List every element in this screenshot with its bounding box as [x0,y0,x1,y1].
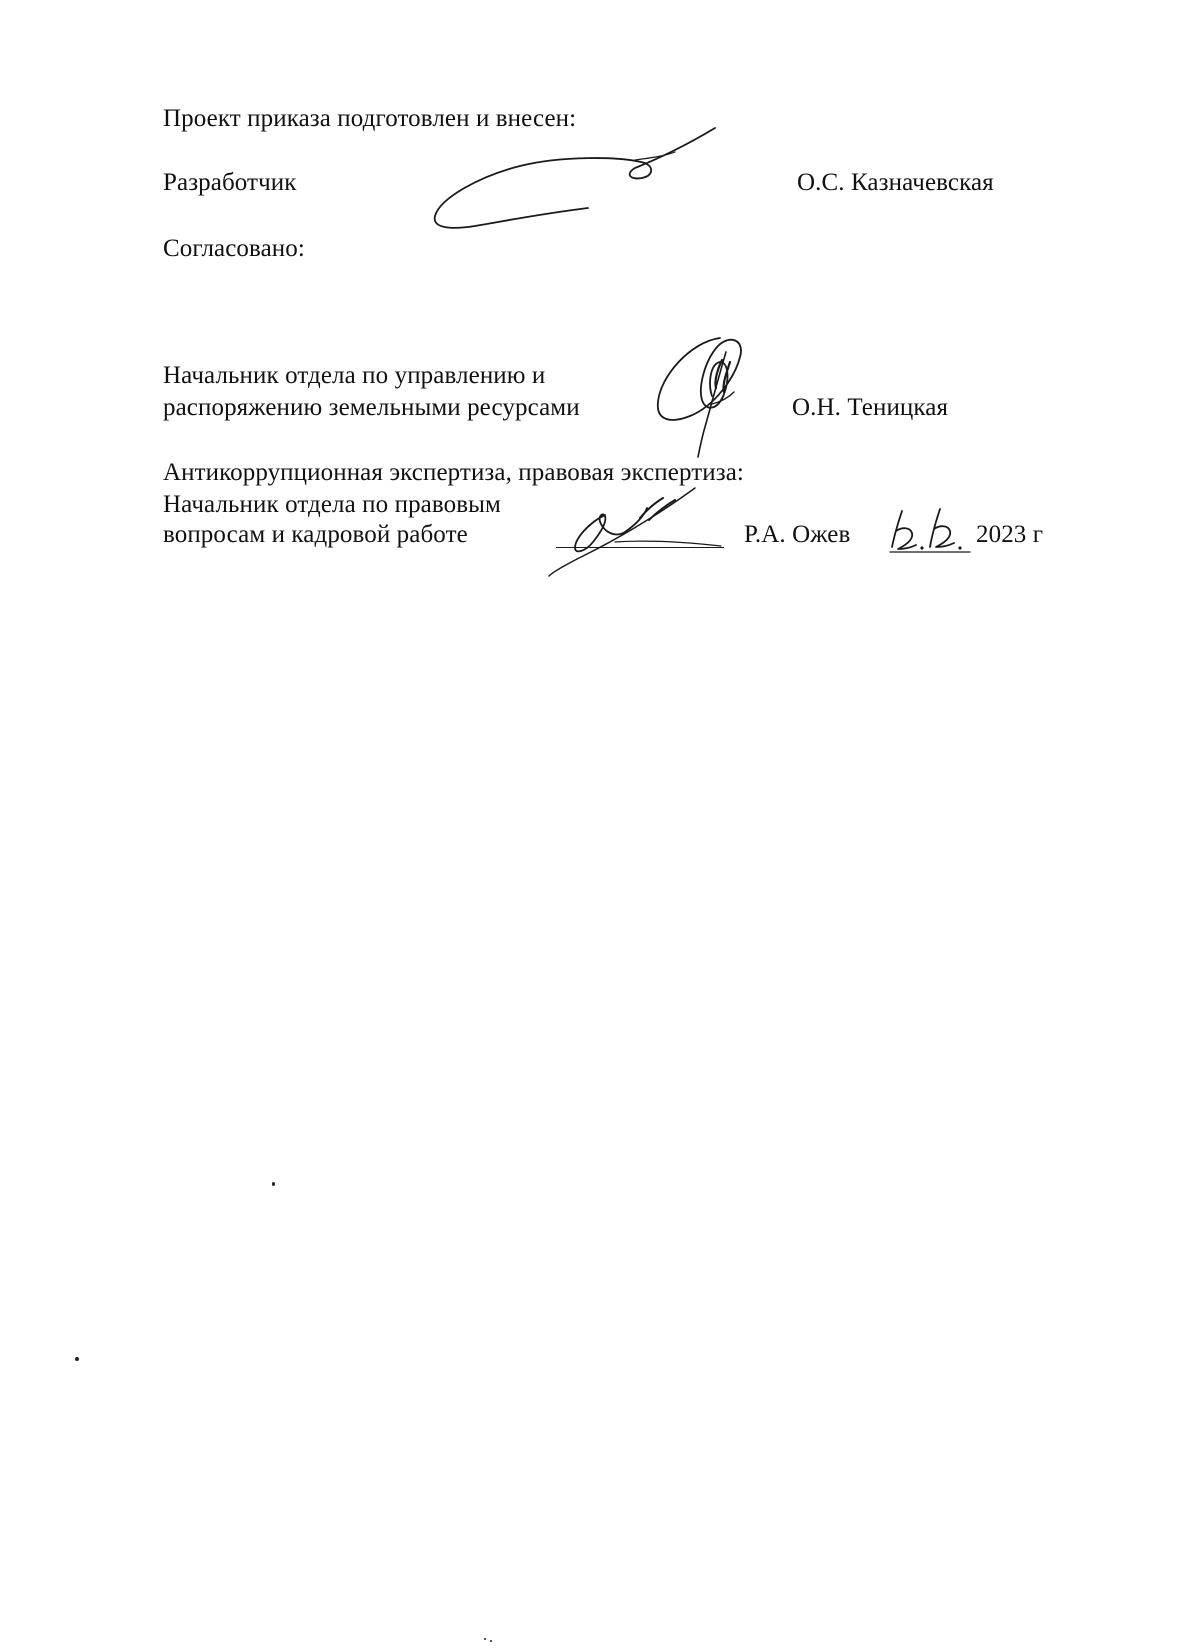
legal-dept-role-line2: вопросам и кадровой работе [163,521,468,548]
agreed-label: Согласовано: [163,235,305,262]
land-dept-role-line2: распоряжению земельными ресурсами [163,394,580,421]
land-dept-name: О.Н. Теницкая [792,394,949,421]
prepared-by-heading: Проект приказа подготовлен и внесен: [163,105,577,132]
scan-speck [484,1638,486,1640]
scan-speck [490,1640,492,1642]
legal-dept-role-line1: Начальник отдела по правовым [163,491,501,518]
land-dept-signature-icon [650,332,770,462]
legal-dept-name: Р.А. Ожев [744,521,851,548]
legal-dept-signature-icon [545,480,735,580]
developer-role: Разработчик [163,169,297,196]
legal-review-heading: Антикоррупционная экспертиза, правовая экспертиза: [163,459,744,486]
land-dept-role-line1: Начальник отдела по управлению и [163,362,546,389]
handwritten-date-icon [888,505,978,555]
scan-speck [272,1182,275,1186]
developer-signature-icon [430,118,730,238]
legal-date-year: 2023 г [976,521,1044,548]
scan-speck [75,1357,79,1361]
developer-name: О.С. Казначевская [797,169,994,196]
